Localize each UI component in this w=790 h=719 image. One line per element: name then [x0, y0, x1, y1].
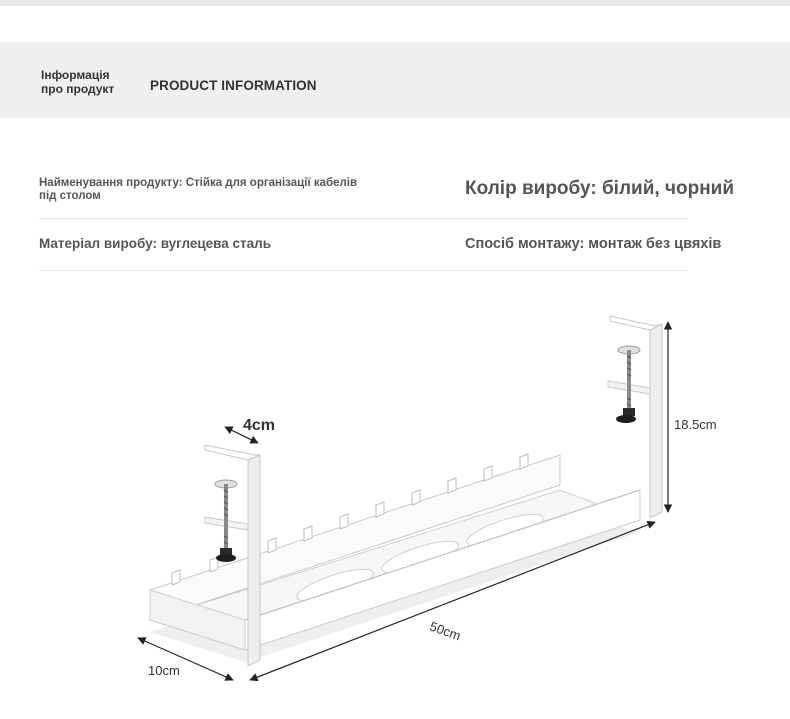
spec-product-name: Найменування продукту: Стійка для організації кабелів під столом [39, 177, 358, 202]
dimension-width-label: 10cm [148, 663, 180, 678]
header-title-ua: Інформація про продукт [41, 68, 115, 96]
spec-mounting: Спосіб монтажу: монтаж без цвяхів [465, 236, 722, 252]
dimension-length-label: 50cm [427, 618, 463, 644]
dimension-depth [225, 417, 275, 443]
divider [39, 270, 688, 271]
cable-tray-illustration [0, 290, 790, 719]
section-header [0, 42, 790, 118]
dimension-height-label: 18.5cm [674, 417, 717, 432]
spec-color: Колір виробу: білий, чорний [465, 178, 735, 199]
dimension-depth-label: 4cm [243, 417, 276, 434]
top-strip [0, 0, 790, 6]
spec-material: Матеріал виробу: вуглецева сталь [39, 236, 272, 251]
divider [39, 218, 688, 219]
dimension-height [668, 322, 717, 512]
header-title-en: PRODUCT INFORMATION [150, 78, 317, 93]
